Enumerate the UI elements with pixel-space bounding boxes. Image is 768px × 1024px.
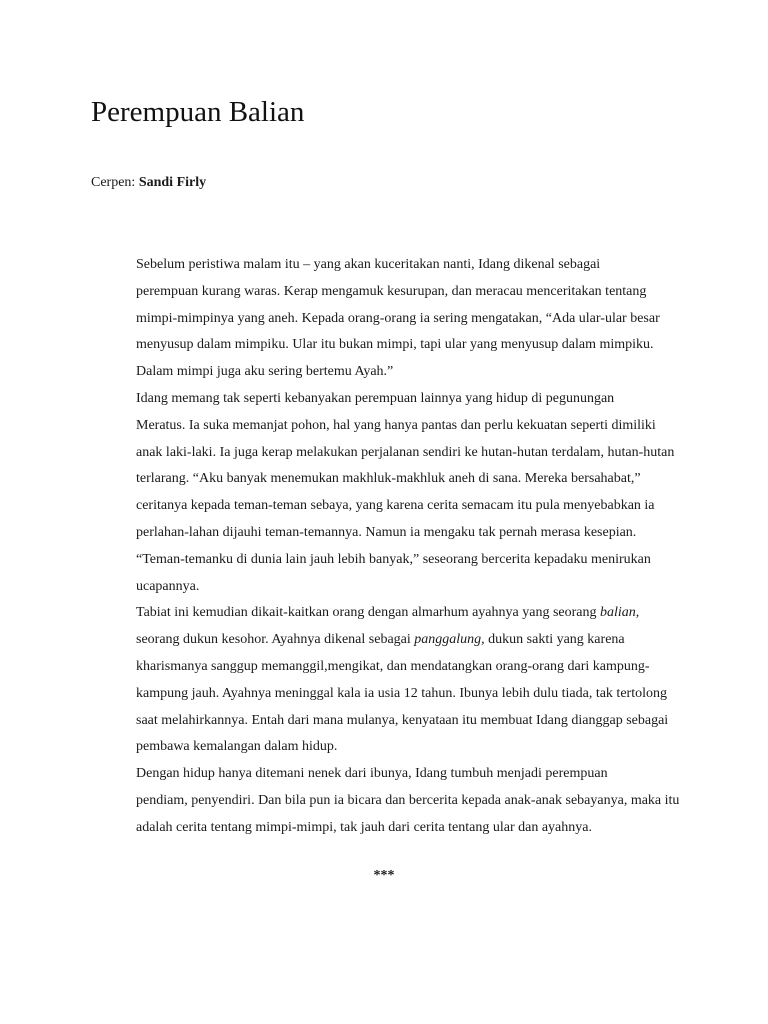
paragraph-1 (91, 252, 691, 386)
author-name: Sandi Firly (138, 175, 207, 190)
text-line: seorang dukun kesohor. Ayahnya dikenal sebagai panggalung, dukun sakti yang karena (136, 632, 625, 648)
text-line: anak laki-laki. Ia juga kerap melakukan perjalanan sendiri ke hutan-hutan terdalam, hutan-hutan (136, 444, 675, 460)
text-line: ceritanya kepada teman-teman sebaya, yang karena cerita semacam itu pula menyebabkan ia (136, 498, 655, 514)
text-line: saat melahirkannya. Entah dari mana mulanya, kenyataan itu membuat Idang dianggap sebagai (136, 712, 669, 728)
text-line: adalah cerita tentang mimpi-mimpi, tak jauh dari cerita tentang ular dan ayahnya. (136, 819, 592, 835)
text-line: perempuan kurang waras. Kerap mengamuk kesurupan, dan meracau menceritakan tentang (136, 283, 647, 299)
text-line: Dengan hidup hanya ditemani nenek dari ibunya, Idang tumbuh menjadi perempuan (136, 766, 608, 782)
italic-term: balian (599, 605, 636, 621)
paragraph-3 (91, 600, 691, 761)
text-line: perlahan-lahan dijauhi teman-temannya. Namun ia mengaku tak pernah merasa kesepian. (136, 524, 637, 540)
paragraph-2 (91, 386, 691, 600)
text-line: Idang memang tak seperti kebanyakan perempuan lainnya yang hidup di pegunungan (136, 390, 615, 406)
section-separator: *** (373, 868, 395, 883)
text-line: kampung jauh. Ayahnya meninggal kala ia usia 12 tahun. Ibunya lebih dulu tiada, tak tertolong (136, 685, 667, 701)
text-line: pendiam, penyendiri. Dan bila pun ia bicara dan bercerita kepada anak-anak sebayanya, maka itu (136, 792, 680, 808)
italic-term: panggalung (414, 632, 482, 648)
text-line: Tabiat ini kemudian dikait-kaitkan orang dengan almarhum ayahnya yang seorang balian, (136, 605, 640, 621)
text-line: terlarang. “Aku banyak menemukan makhluk-makhluk aneh di sana. Mereka bersahabat,” (136, 471, 641, 487)
text-line: Dalam mimpi juga aku sering bertemu Ayah.” (136, 364, 394, 380)
text-line: ucapannya. (136, 578, 200, 594)
byline (91, 173, 206, 193)
text-line: kharismanya sanggup memanggil,mengikat, dan mendatangkan orang-orang dari kampung- (136, 658, 650, 674)
byline-prefix: Cerpen: (91, 175, 139, 190)
text-line: menyusup dalam mimpiku. Ular itu bukan mimpi, tapi ular yang menyusup dalam mimpiku. (136, 337, 654, 353)
text-line: Sebelum peristiwa malam itu – yang akan kuceritakan nanti, Idang dikenal sebagai (136, 257, 601, 272)
text-line: pembawa kemalangan dalam hidup. (136, 739, 338, 755)
paragraph-4 (91, 761, 691, 841)
text-line: mimpi-mimpinya yang aneh. Kepada orang-orang ia sering mengatakan, “Ada ular-ular besar (136, 310, 660, 326)
document-title: Perempuan Balian (91, 96, 305, 128)
text-line: Meratus. Ia suka memanjat pohon, hal yang hanya pantas dan perlu kekuatan seperti dimiliki (136, 417, 656, 433)
story-body (91, 252, 691, 842)
text-line: “Teman-temanku di dunia lain jauh lebih banyak,” seseorang bercerita kepadaku menirukan (136, 551, 651, 567)
